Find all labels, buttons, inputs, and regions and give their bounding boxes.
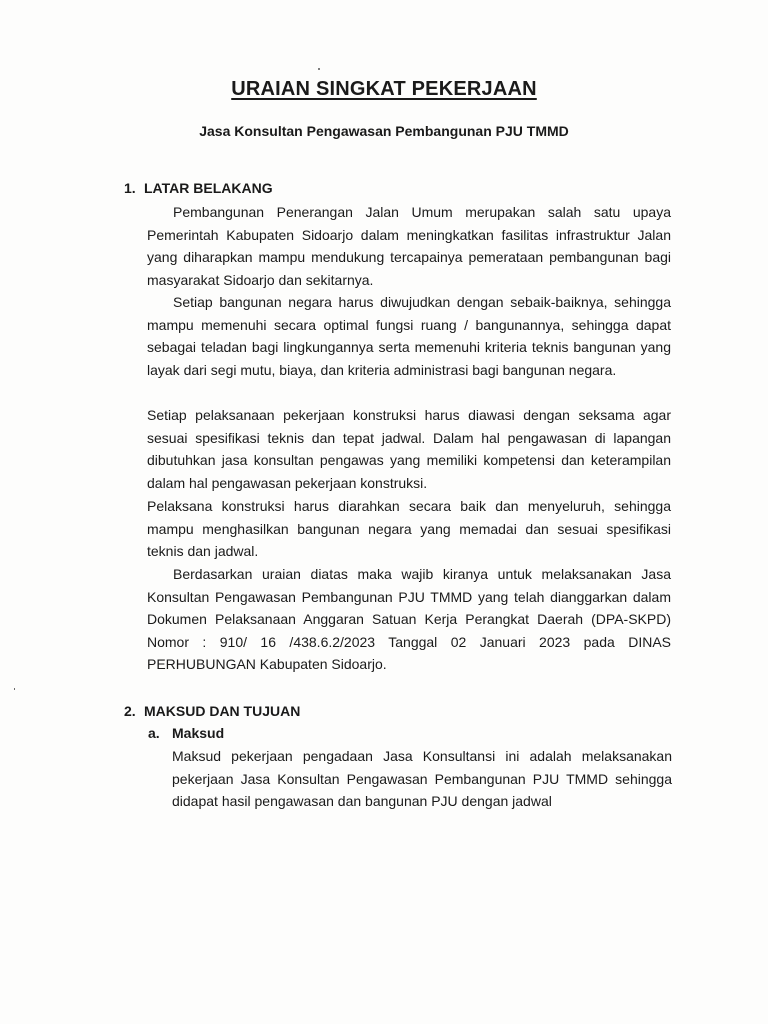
paragraph: Pelaksana konstruksi harus diarahkan secara baik dan menyeluruh, sehingga mampu menghasilkan bangunan negara yang memadai dan sesuai spesifikasi teknis dan jadwal. — [147, 498, 671, 560]
scan-speck — [14, 688, 15, 690]
subsection-heading-maksud — [148, 725, 224, 741]
paragraph: Setiap bangunan negara harus diwujudkan dengan sebaik-baiknya, sehingga mampu memenuhi secara optimal fungsi ruang / bangunannya, sehingga dapat sebagai teladan bagi lingkungannya serta memenuhi kriteria teknis bangunan yang layak dari segi mutu, biaya, dan kriteria administrasi bagi bangunan negara. — [147, 294, 671, 378]
document-title: URAIAN SINGKAT PEKERJAAN — [231, 78, 537, 100]
section-heading-maksud-dan-tujuan — [124, 703, 300, 719]
section-number: 1. — [124, 180, 136, 196]
subsection-label: a. — [148, 725, 160, 741]
document-subtitle: Jasa Konsultan Pengawasan Pembangunan PJU TMMD — [199, 123, 569, 139]
section-title: MAKSUD DAN TUJUAN — [144, 703, 301, 719]
section-number: 2. — [124, 703, 136, 719]
paragraph: Maksud pekerjaan pengadaan Jasa Konsultansi ini adalah melaksanakan pekerjaan Jasa Konsultan Pengawasan Pembangunan PJU TMMD sehingga didapat hasil pengawasan dan bangunan PJU dengan jadwal — [172, 748, 672, 810]
paragraph: Setiap pelaksanaan pekerjaan konstruksi harus diawasi dengan seksama agar sesuai spesifikasi teknis dan tepat jadwal. Dalam hal pengawasan di lapangan dibutuhkan jasa konsultan pengawas yang memiliki kompetensi dan keterampilan dalam hal pengawasan pekerjaan konstruksi. — [147, 407, 671, 491]
paragraph: Pembangunan Penerangan Jalan Umum merupakan salah satu upaya Pemerintah Kabupaten Sidoarjo dalam meningkatkan fasilitas infrastruktur Jalan yang diharapkan mampu mendukung tercapainya pemerataan pembangunan bagi masyarakat Sidoarjo dan sekitarnya. — [147, 204, 671, 288]
scan-speck — [318, 68, 320, 70]
subsection-title: Maksud — [172, 725, 225, 741]
section-title: LATAR BELAKANG — [144, 180, 273, 196]
section-heading-latar-belakang — [124, 180, 273, 196]
paragraph: Berdasarkan uraian diatas maka wajib kiranya untuk melaksanakan Jasa Konsultan Pengawasan Pembangunan PJU TMMD yang telah dianggarkan dalam Dokumen Pelaksanaan Anggaran Satuan Kerja Perangkat Daerah (DPA-SKPD) Nomor : 910/ 16 /438.6.2/2023 Tanggal 02 Januari 2023 pada DINAS PERHUBUNGAN Kabupaten Sidoarjo. — [147, 566, 671, 673]
